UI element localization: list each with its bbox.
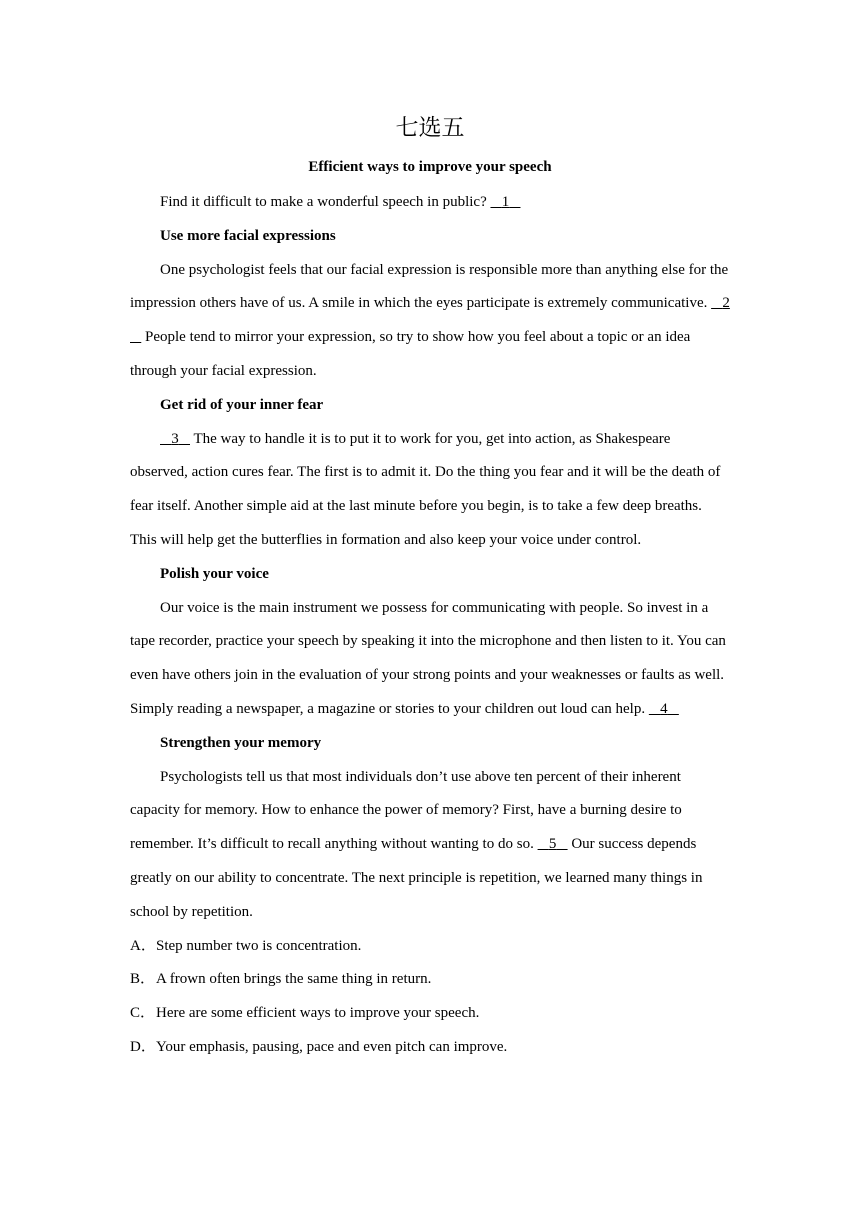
option-a: A．Step number two is concentration.: [130, 937, 362, 954]
intro-text: Find it difficult to make a wonderful speech in public?: [160, 194, 487, 210]
page-title: 七选五: [395, 115, 465, 141]
section-heading-memory: Strengthen your memory: [160, 734, 322, 751]
blank-5: 5: [548, 836, 557, 853]
option-b: B．A frown often brings the same thing in return.: [130, 971, 432, 988]
section-heading-inner-fear: Get rid of your inner fear: [160, 396, 324, 413]
blank-2: 2: [722, 295, 730, 312]
section-heading-voice: Polish your voice: [160, 565, 269, 582]
section-heading-facial-expressions: Use more facial expressions: [160, 227, 336, 244]
blank-1: 1: [501, 194, 510, 210]
section-paragraph-memory: Psychologists tell us that most individuals don’t use above ten percent of their inherent capacity for memory. How to enhance the power of memory? First, have a burning desire to remember. It’s difficult to recall anything without wanting to do so. 5 Our success depends greatly on our ability to concentrate. The next principle is repetition, we learned many things in school by repetition.: [130, 768, 703, 920]
option-c: C．Here are some efficient ways to improve your speech.: [130, 1005, 480, 1022]
section-paragraph-facial-expressions: One psychologist feels that our facial expression is responsible more than anything else for the impression others have of us. A smile in which the eyes participate is extremely communicative. 2 People tend to mirror your expression, so try to show how you feel about a topic or an idea through your facial expression.: [130, 261, 730, 379]
option-d: D．Your emphasis, pausing, pace and even pitch can improve.: [130, 1038, 508, 1055]
blank-3: 3: [171, 430, 179, 447]
section-paragraph-voice: Our voice is the main instrument we possess for communicating with people. So invest in a tape recorder, practice your speech by speaking it into the microphone and then listen to it. You can even have others join in the evaluation of your strong points and your weaknesses or faults as well. Simply reading a newspaper, a magazine or stories to your children out loud can help. 4: [130, 599, 726, 717]
blank-4: 4: [660, 700, 668, 717]
passage-body: [130, 186, 730, 1065]
passage-title: Efficient ways to improve your speech: [308, 159, 552, 175]
section-paragraph-inner-fear: 3 The way to handle it is to put it to work for you, get into action, as Shakespeare observed, action cures fear. The first is to admit it. Do the thing you fear and it will be the death of fear itself. Another simple aid at the last minute before you begin, is to take a few deep breaths. This will help get the butterflies in formation and also keep your voice under control.: [130, 430, 721, 548]
intro-paragraph: [130, 186, 730, 220]
